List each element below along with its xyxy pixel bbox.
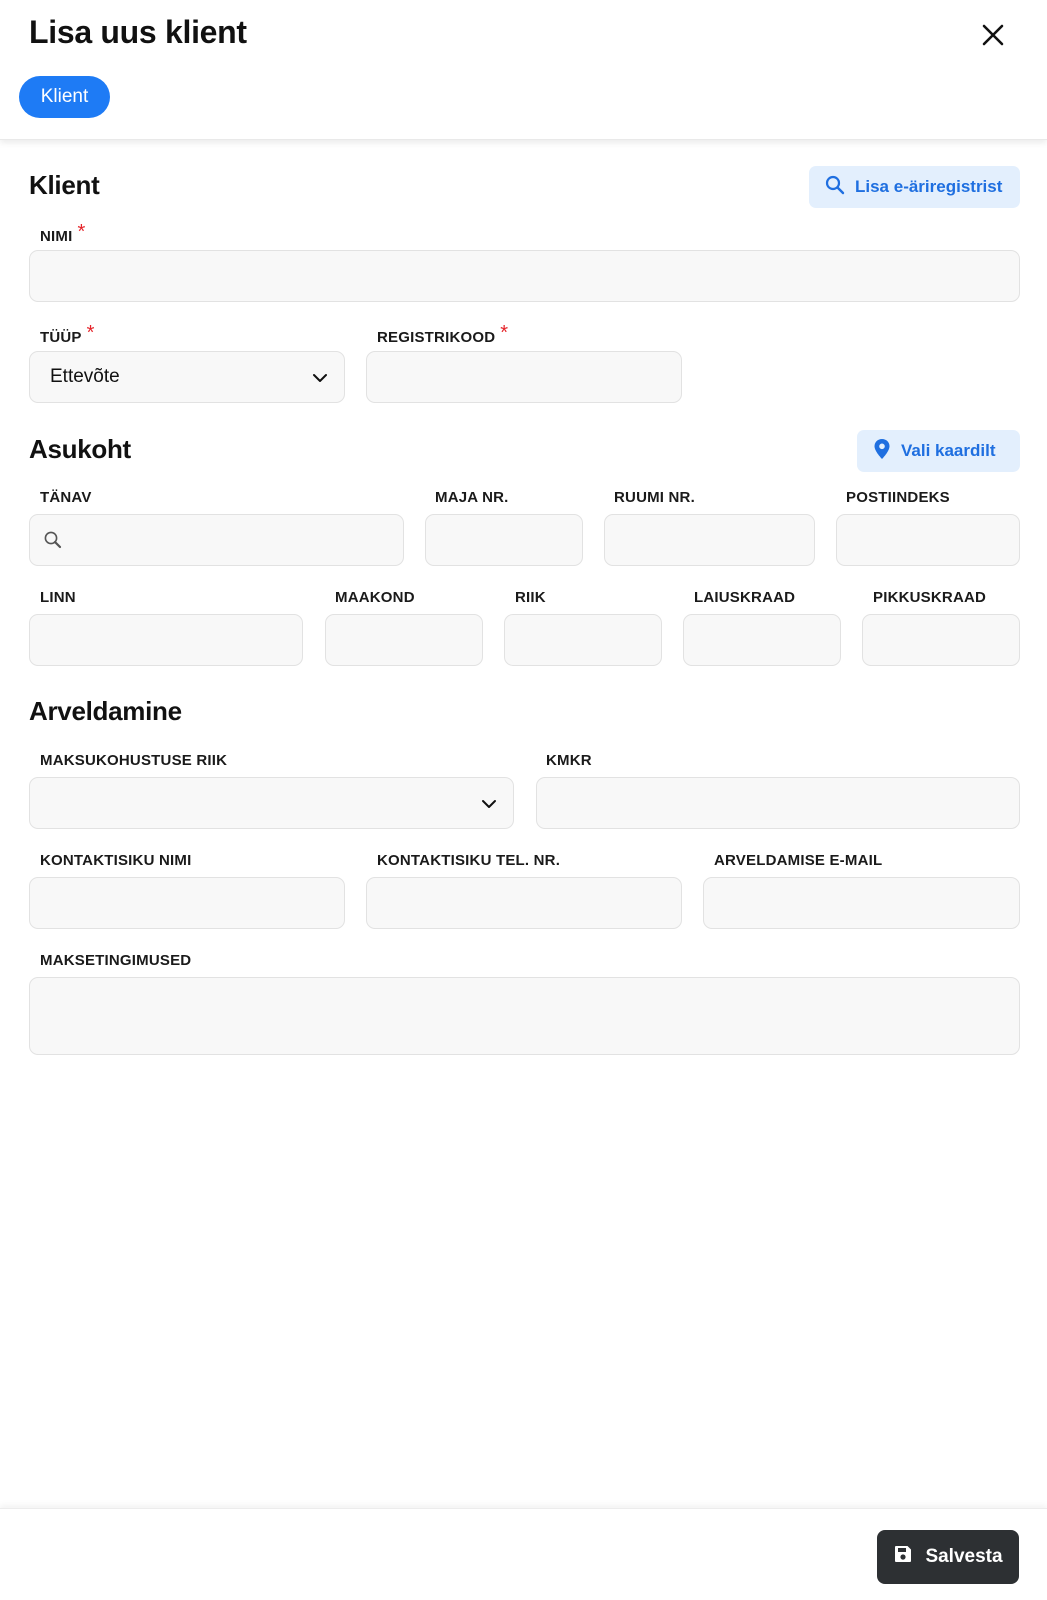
room-label: RUUMI NR. (614, 489, 695, 506)
add-from-registry-button[interactable] (809, 166, 1020, 208)
vat-label: KMKR (546, 752, 592, 769)
billing-email-input[interactable] (703, 877, 1020, 929)
billing-email-label: ARVELDAMISE E-MAIL (714, 852, 883, 869)
choose-from-map-button[interactable] (857, 430, 1020, 472)
search-icon (825, 175, 845, 200)
type-select[interactable] (29, 351, 345, 403)
chevron-down-icon (312, 370, 328, 386)
county-label: MAAKOND (335, 589, 415, 606)
country-label: RIIK (515, 589, 546, 606)
city-input[interactable] (29, 614, 303, 666)
save-button[interactable] (877, 1530, 1019, 1584)
section-title-klient: Klient (29, 170, 100, 200)
close-icon[interactable] (976, 18, 1010, 52)
vat-input[interactable] (536, 777, 1020, 829)
street-input[interactable] (29, 514, 404, 566)
contact-phone-input[interactable] (366, 877, 682, 929)
save-label: Salvesta (925, 1546, 1003, 1567)
contact-name-label: KONTAKTISIKU NIMI (40, 852, 192, 869)
type-label: TÜÜP * (40, 322, 95, 346)
section-title-arveldamine: Arveldamine (29, 696, 182, 726)
tax-country-label: MAKSUKOHUSTUSE RIIK (40, 752, 228, 769)
name-input[interactable] (29, 250, 1020, 302)
contact-name-input[interactable] (29, 877, 345, 929)
country-input[interactable] (504, 614, 662, 666)
required-marker: * (77, 221, 86, 243)
required-marker: * (86, 322, 95, 344)
type-select-value: Ettevõte (50, 366, 120, 387)
tax-country-select[interactable] (29, 777, 514, 829)
section-title-asukoht: Asukoht (29, 434, 131, 464)
required-marker: * (500, 322, 509, 344)
map-pin-icon (873, 438, 891, 465)
dialog-header (0, 0, 1047, 140)
payment-terms-label: MAKSETINGIMUSED (40, 952, 192, 969)
house-label: MAJA NR. (435, 489, 509, 506)
latitude-input[interactable] (683, 614, 841, 666)
latitude-label: LAIUSKRAAD (694, 589, 796, 606)
contact-phone-label: KONTAKTISIKU TEL. NR. (377, 852, 561, 869)
chevron-down-icon (481, 796, 497, 812)
name-label: NIMI * (40, 221, 86, 245)
choose-from-map-label: Vali kaardilt (901, 441, 996, 460)
city-label: LINN (40, 589, 76, 606)
street-label: TÄNAV (40, 489, 92, 506)
longitude-input[interactable] (862, 614, 1020, 666)
payment-terms-textarea[interactable] (29, 977, 1020, 1055)
dialog-title: Lisa uus klient (29, 14, 247, 50)
regcode-input[interactable] (366, 351, 682, 403)
tab-klient[interactable]: Klient (19, 76, 110, 118)
postal-label: POSTIINDEKS (846, 489, 950, 506)
room-input[interactable] (604, 514, 815, 566)
regcode-label: REGISTRIKOOD * (377, 322, 509, 346)
longitude-label: PIKKUSKRAAD (873, 589, 987, 606)
postal-input[interactable] (836, 514, 1020, 566)
county-input[interactable] (325, 614, 483, 666)
add-from-registry-label: Lisa e-äriregistrist (855, 177, 1003, 196)
search-icon (43, 530, 63, 550)
house-input[interactable] (425, 514, 583, 566)
save-icon (893, 1544, 913, 1570)
